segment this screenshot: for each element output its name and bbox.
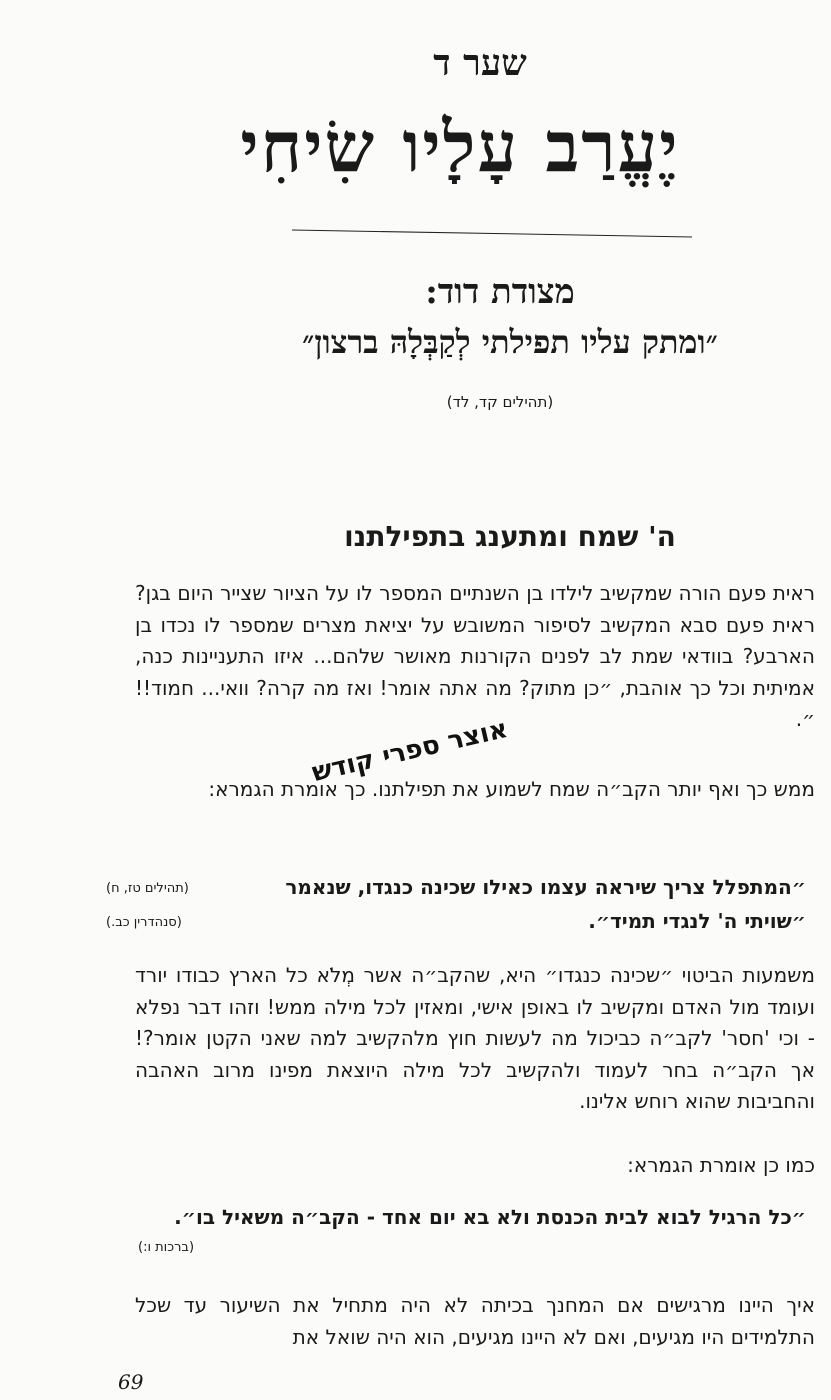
quote-line: ״המתפלל צריך שיראה עצמו כאילו שכינה כנגדו, שנאמר xyxy=(285,875,806,899)
block-quote xyxy=(106,870,806,938)
source-label: מצודת דוד: xyxy=(425,272,575,312)
chapter-title: יֶעֱרַב עָלָיו שִׂיחִי xyxy=(240,105,680,188)
paragraph: איך היינו מרגישים אם המחנך בכיתה לא היה מתחיל את השיעור עד שכל התלמידים היו מגיעים, ואם לא היינו מגיעים, הוא היה שואל את xyxy=(135,1293,815,1349)
quote-citation: (סנהדרין כב.) xyxy=(106,915,182,930)
paragraph: כמו כן אומרת הגמרא: xyxy=(627,1153,815,1177)
quote-line: ״שויתי ה' לנגדי תמיד״. xyxy=(588,909,806,933)
block-quote: ״כל הרגיל לבוא לבית הכנסת ולא בא יום אחד - הקב״ה משאיל בו״. xyxy=(174,1205,806,1229)
epigraph-quote: ״ומתק עליו תפילתי לְקַבְּלָהּ ברצון״ xyxy=(302,323,718,361)
paragraph: ממש כך ואף יותר הקב״ה שמח לשמוע את תפילתנו. כך אומרת הגמרא: xyxy=(208,777,815,801)
paragraph: ראית פעם הורה שמקשיב לילדו בן השנתיים המספר לו על הציור שצייר היום בגן? ראית פעם סבא המקשיב לסיפור המשובש על יציאת מצרים שמספר לו נכדו בן הארבע? בוודאי שמת לב לפנים הקורנות מאושר שלהם... איזו התעניינות כנה, אמיתית וכל כך אוהבת, ״כן מתוק? מה אתה אומר! ואז מה קרה? וואי... חמוד!!״. xyxy=(135,581,815,731)
epigraph-reference: (תהילים קד, לד) xyxy=(446,393,554,411)
gate-label: שער ד xyxy=(433,42,527,84)
title-divider xyxy=(292,230,692,238)
page-number: 69 xyxy=(118,1370,144,1394)
quote-citation: (ברכות ו:) xyxy=(138,1240,195,1255)
quote-citation: (תהילים טז, ח) xyxy=(106,881,189,896)
watermark: אוצר ספרי קודש xyxy=(309,713,511,789)
paragraph: משמעות הביטוי ״שכינה כנגדו״ היא, שהקב״ה אשר מְלֹא כל הארץ כבודו יורד ועומד מול האדם ומקשיב לו באופן אישי, ומאזין לכל מילה ממש! וזהו דבר נפלא - וכי 'חסר' לקב״ה כביכול מה לעשות חוץ מלהקשיב למה שאני הקטן אומר?! אך הקב״ה בחר לעמוד ולהקשיב לכל מילה היוצאת מפינו מרוב האהבה והחביבות שהוא רוחש אלינו. xyxy=(135,963,815,1113)
section-heading: ה' שמח ומתענג בתפילתנו xyxy=(344,520,676,553)
